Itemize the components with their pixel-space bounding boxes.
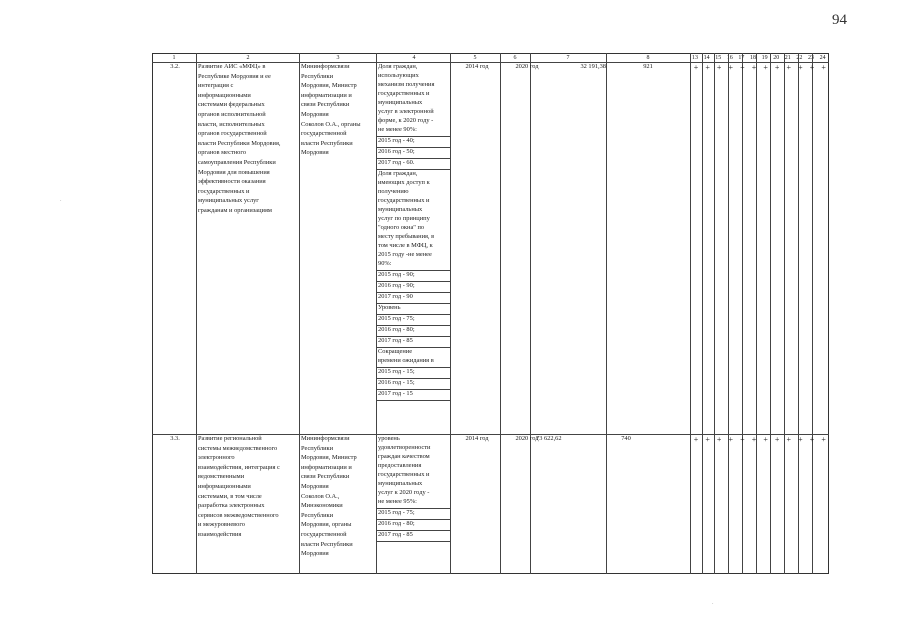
- measure-name: Развитие АИС «МФЦ» в Республике Мордовия и ее интеграция с информационными системами федеральных органов исполнительной власти, исполнительных органов государственной власти Республики Мордовия, органов местного самоуправления Республики Мордовия для повышения эффективности оказания государственных и муниципальных услуг гражданам и организациям: [198, 63, 281, 214]
- column-header-21: 21: [784, 55, 791, 61]
- plan-mark: +: [809, 63, 815, 72]
- plan-mark: +: [763, 63, 768, 72]
- column-header-19: 19: [761, 55, 768, 61]
- column-rule: [728, 53, 729, 574]
- indicator-cell: Доля граждан, имеющих доступ к получению государственных и муниципальных услуг по принципу "одного окна" по месту пребывания, в том числе в МФЦ, к 2015 году -не менее 90%:: [378, 170, 435, 267]
- plan-mark: +: [693, 435, 699, 444]
- plan-mark: +: [774, 435, 780, 444]
- indicator-cell: уровень удовлетворенности граждан качеством предоставления государственных и муниципальных услуг к 2020 году - не менее 95%:: [378, 435, 431, 505]
- indicator-cell: 2015 год - 40;: [378, 137, 415, 144]
- row-number: 3.2.: [170, 63, 180, 70]
- column-header-8: 8: [646, 55, 650, 61]
- column-rule: [299, 53, 300, 574]
- plan-mark: +: [809, 435, 815, 444]
- start-year: 2014 год: [465, 435, 489, 442]
- column-header-24: 24: [819, 55, 826, 61]
- column-header-23: 23: [808, 55, 814, 61]
- column-rule: [798, 53, 799, 574]
- indicator-cell: Сокращение времени ожидания в: [378, 348, 434, 364]
- column-header-18: 18: [750, 55, 756, 61]
- indicator-cell: 2015 год - 90;: [378, 271, 415, 278]
- scan-speck: .: [60, 197, 62, 203]
- column-header-6: 6: [513, 55, 517, 61]
- plan-mark: +: [798, 63, 803, 72]
- column-rule: [742, 53, 743, 574]
- row-number: 3.3.: [170, 435, 180, 442]
- plan-mark: +: [693, 63, 699, 72]
- indicator-cell: 2017 год - 90: [378, 293, 413, 300]
- scan-speck: .: [712, 600, 714, 606]
- column-rule: [690, 53, 691, 574]
- column-header-2: 2: [246, 55, 250, 61]
- plan-mark: +: [728, 435, 734, 444]
- indicator-cell: 2016 год - 80;: [378, 520, 415, 527]
- funding-amount: 73 622,62: [536, 435, 562, 442]
- indicator-cell: 2017 год - 85: [378, 531, 413, 538]
- indicator-rule: [376, 541, 450, 542]
- column-rule: [702, 53, 703, 574]
- plan-mark: +: [763, 435, 768, 444]
- plan-mark: +: [740, 63, 745, 72]
- plan-mark: +: [774, 63, 780, 72]
- column-header-16: 16: [726, 55, 733, 61]
- column-rule: [812, 53, 813, 574]
- plan-mark: +: [740, 435, 745, 444]
- column-header-22: 22: [796, 55, 803, 61]
- column-header-20: 20: [773, 55, 780, 61]
- indicator-cell: 2015 год - 15;: [378, 368, 415, 375]
- column-header-14: 14: [703, 55, 710, 61]
- plan-mark: +: [798, 435, 803, 444]
- plan-mark: +: [821, 63, 826, 72]
- indicator-cell: Уровень: [378, 304, 401, 311]
- plan-mark: +: [786, 63, 792, 72]
- plan-mark: +: [716, 63, 722, 72]
- indicator-cell: 2016 год - 50;: [378, 148, 415, 155]
- start-year: 2014 год: [465, 63, 489, 70]
- plan-mark: +: [705, 63, 710, 72]
- indicator-cell: 2016 год - 90;: [378, 282, 415, 289]
- indicator-rule: [376, 400, 450, 401]
- column-rule: [714, 53, 715, 574]
- column-rule: [530, 53, 531, 574]
- measure-name: Развитие региональной системы межведомственного электронного взаимодействия, интеграция с ведомственными информационными системами, в том числе разработка электронных сервисов межведомственного и межуровневого взаимодействия: [198, 435, 280, 538]
- column-header-13: 13: [692, 55, 698, 61]
- column-header-17: 17: [738, 55, 745, 61]
- indicator-cell: 2015 год - 75;: [378, 509, 415, 516]
- column-header-15: 15: [715, 55, 722, 61]
- program-table: [152, 53, 829, 574]
- responsible-party: Мининформсвязи Республики Мордовия, Министр информатизации и связи Республики Мордовия Соколов О.А., Минэкономики Республики Мордовия, органы государственной власти Республики Мордовия: [301, 435, 357, 558]
- indicator-cell: 2017 год - 60.: [378, 159, 415, 166]
- column-rule: [756, 53, 757, 574]
- plan-mark: +: [728, 63, 734, 72]
- plan-mark: +: [786, 435, 792, 444]
- column-header-7: 7: [566, 55, 570, 61]
- indicator-cell: 2017 год - 85: [378, 337, 413, 344]
- column-header-1: 1: [172, 55, 176, 61]
- plan-mark: +: [716, 435, 722, 444]
- column-header-4: 4: [412, 55, 416, 61]
- column-header-3: 3: [336, 55, 340, 61]
- column-rule: [770, 53, 771, 574]
- column-rule: [606, 53, 607, 574]
- end-year: 2020 год: [515, 435, 539, 442]
- funding-amount: 32 191,38: [580, 63, 606, 70]
- end-year: 2020 год: [515, 63, 539, 70]
- column-rule: [196, 53, 197, 574]
- plan-mark: +: [751, 435, 757, 444]
- indicator-cell: 2016 год - 80;: [378, 326, 415, 333]
- column-8-value: 921: [643, 63, 653, 70]
- plan-mark: +: [751, 63, 757, 72]
- plan-mark: +: [821, 435, 826, 444]
- column-8-value: 740: [621, 435, 631, 442]
- indicator-cell: 2017 год - 15: [378, 390, 413, 397]
- column-rule: [500, 53, 501, 574]
- plan-mark: +: [705, 435, 710, 444]
- indicator-cell: 2015 год - 75;: [378, 315, 415, 322]
- responsible-party: Мининформсвязи Республики Мордовия, Министр информатизации и связи Республики Мордовия Соколов О.А., органы государственной власти Республики Мордовия: [301, 63, 361, 157]
- indicator-cell: 2016 год - 15;: [378, 379, 415, 386]
- column-header-5: 5: [473, 55, 477, 61]
- indicator-cell: Доля граждан, использующих механизм получения государственных и муниципальных услуг в электронной форме, к 2020 году - не менее 90%:: [378, 63, 435, 133]
- column-rule: [784, 53, 785, 574]
- page-number: 94: [832, 12, 847, 28]
- column-rule: [450, 53, 451, 574]
